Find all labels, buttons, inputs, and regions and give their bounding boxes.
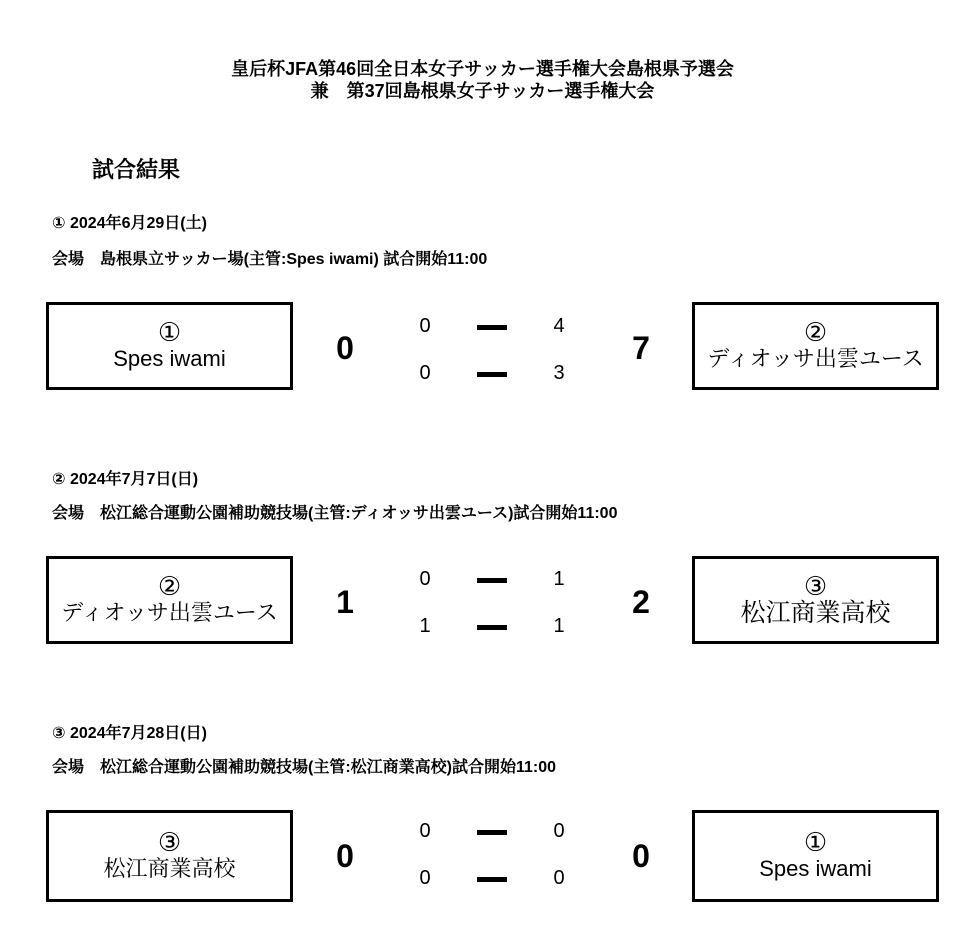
match-3-home-name: 松江商業高校 [103, 856, 236, 881]
title-line-1: 皇后杯JFA第46回全日本女子サッカー選手権大会島根県予選会 [231, 59, 734, 79]
match-3-away-total: 0 [632, 838, 650, 874]
match-1-away-name: ディオッサ出雲ユース [707, 346, 924, 371]
match-3-away-name: Spes iwami [759, 856, 872, 881]
match-2-away-team [692, 556, 939, 644]
match-3-first-half-away: 0 [553, 820, 565, 842]
match-1-away-team [692, 302, 939, 390]
match-3-home-team [46, 810, 293, 902]
match-2-away-total: 2 [632, 584, 650, 620]
match-1-home-num: ① [157, 317, 182, 347]
match-2-second-half-dash [477, 625, 507, 630]
match-3-second-half-away: 0 [553, 867, 565, 889]
match-2-home-num: ② [157, 571, 182, 601]
match-3-date: ③ 2024年7月28日(日) [52, 725, 207, 742]
match-2-away-name: 松江商業高校 [740, 599, 891, 627]
match-2-scoreboard [0, 556, 965, 656]
match-2-home-name: ディオッサ出雲ユース [61, 600, 278, 625]
match-2-first-half-dash [477, 578, 507, 583]
match-3-scoreboard [0, 810, 965, 910]
match-2-second-half-away: 1 [553, 615, 565, 637]
match-3-away-num: ① [803, 827, 828, 857]
match-2-home-total: 1 [336, 584, 354, 620]
match-3-venue: 会場 松江総合運動公園補助競技場(主管:松江商業高校)試合開始11:00 [52, 759, 557, 776]
match-2-venue: 会場 松江総合運動公園補助競技場(主管:ディオッサ出雲ユース)試合開始11:00 [52, 505, 618, 522]
match-2-second-half-home: 1 [419, 615, 431, 637]
match-2-date: ② 2024年7月7日(日) [52, 471, 199, 488]
match-1-first-half-home: 0 [419, 315, 431, 337]
match-1-second-half-away: 3 [553, 362, 565, 384]
match-3-home-total: 0 [336, 838, 354, 874]
match-2-first-half-away: 1 [553, 568, 565, 590]
match-1-second-half-home: 0 [419, 362, 431, 384]
match-3-first-half-home: 0 [419, 820, 431, 842]
match-3-first-half-dash [477, 830, 507, 835]
match-3-second-half-home: 0 [419, 867, 431, 889]
results-heading: 試合結果 [92, 157, 181, 182]
match-2-away-num: ③ [803, 571, 828, 601]
match-1-away-total: 7 [632, 330, 650, 366]
match-1-home-team [46, 302, 293, 390]
match-2-first-half-home: 0 [419, 568, 431, 590]
match-1-first-half-dash [477, 325, 507, 330]
match-1-date: ① 2024年6月29日(土) [52, 215, 207, 232]
match-3-away-team [692, 810, 939, 902]
match-1-second-half-dash [477, 372, 507, 377]
match-3-second-half-dash [477, 877, 507, 882]
match-1-home-total: 0 [336, 330, 354, 366]
title-line-2: 兼 第37回島根県女子サッカー選手権大会 [310, 81, 655, 101]
match-1-home-name: Spes iwami [113, 346, 226, 371]
match-1-first-half-away: 4 [553, 315, 565, 337]
match-1-away-num: ② [803, 317, 828, 347]
match-3-home-num: ③ [157, 827, 182, 857]
match-1-scoreboard [0, 302, 965, 402]
match-1-venue: 会場 島根県立サッカー場(主管:Spes iwami) 試合開始11:00 [52, 251, 488, 268]
match-2-home-team [46, 556, 293, 644]
